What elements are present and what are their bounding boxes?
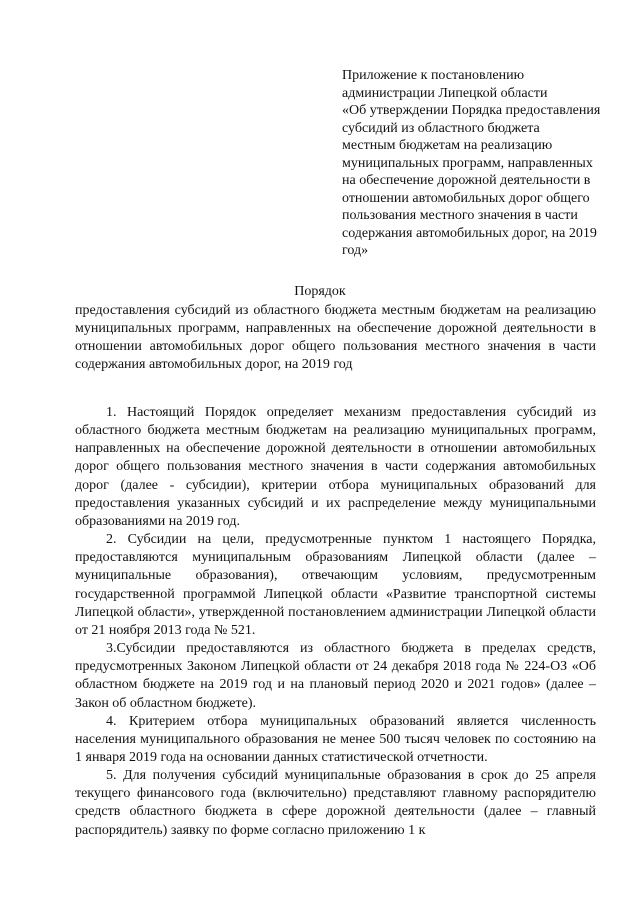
appendix-line: субсидий из областного бюджета xyxy=(342,120,540,136)
paragraph: 1. Настоящий Порядок определяет механизм предоставления субсидий из областного бюджета местным бюджетам на реализацию муниципальных программ, направленных на обеспечение дорожной деятельности в отношении автомобильных дорог общего пользования местного значения в части содержания автомобильных дорог (далее - субсидии), критерии отбора муниципальных образований для предоставления указанных субсидий и их распределение между муниципальными образованиями на 2019 год. xyxy=(75,405,596,529)
paragraph: 3.Субсидии предоставляются из областного бюджета в пределах средств, предусмотренных Законом Липецкой области от 24 декабря 2018 года № 224-ОЗ «Об областном бюджете на 2019 год и на плановый период 2020 и 2021 годов» (далее – Закон об областном бюджете). xyxy=(75,641,596,711)
appendix-line: пользования местного значения в части xyxy=(342,208,578,223)
appendix-line: содержания автомобильных дорог, на 2019 xyxy=(342,225,597,241)
appendix-line: муниципальных программ, направленных xyxy=(342,155,593,171)
appendix-line: администрации Липецкой области xyxy=(342,85,548,101)
appendix-line: год» xyxy=(342,243,369,258)
appendix-line: «Об утверждении Порядка предоставления xyxy=(342,103,601,118)
paragraph: 2. Субсидии на цели, предусмотренные пунктом 1 настоящего Порядка, предоставляются муниципальным образованиям Липецкой области (далее – муниципальные образования), отвечающим условиям, предусмотренным государственной программой Липецкой области «Развитие транспортной системы Липецкой области», утвержденной постановлением администрации Липецкой области от 21 ноября 2013 года № 521. xyxy=(75,532,596,638)
document-subtitle: предоставления субсидий из областного бюджета местным бюджетам на реализацию муниципальных программ, направленных на обеспечение дорожной деятельности в отношении автомобильных дорог общего пользования местного значения в части содержания автомобильных дорог, на 2019 год xyxy=(75,303,596,372)
document-body xyxy=(75,404,596,840)
appendix-line: на обеспечение дорожной деятельности в xyxy=(342,173,591,188)
appendix-line: Приложение к постановлению xyxy=(342,68,525,83)
appendix-line: отношении автомобильных дорог общего xyxy=(342,190,590,206)
paragraph: 5. Для получения субсидий муниципальные образования в срок до 25 апреля текущего финансового года (включительно) представляют главному распорядителю средств областного бюджета в сфере дорожной деятельности (далее – главный распорядитель) заявку по форме согласно приложению 1 к xyxy=(75,768,596,838)
appendix-header xyxy=(342,67,624,260)
document-title: Порядок xyxy=(294,284,346,299)
paragraph: 4. Критерием отбора муниципальных образований является численность населения муниципального образования не менее 500 тысяч человек по состоянию на 1 января 2019 года на основании данных статистической отчетности. xyxy=(75,713,596,765)
appendix-line: местным бюджетам на реализацию xyxy=(342,138,553,153)
